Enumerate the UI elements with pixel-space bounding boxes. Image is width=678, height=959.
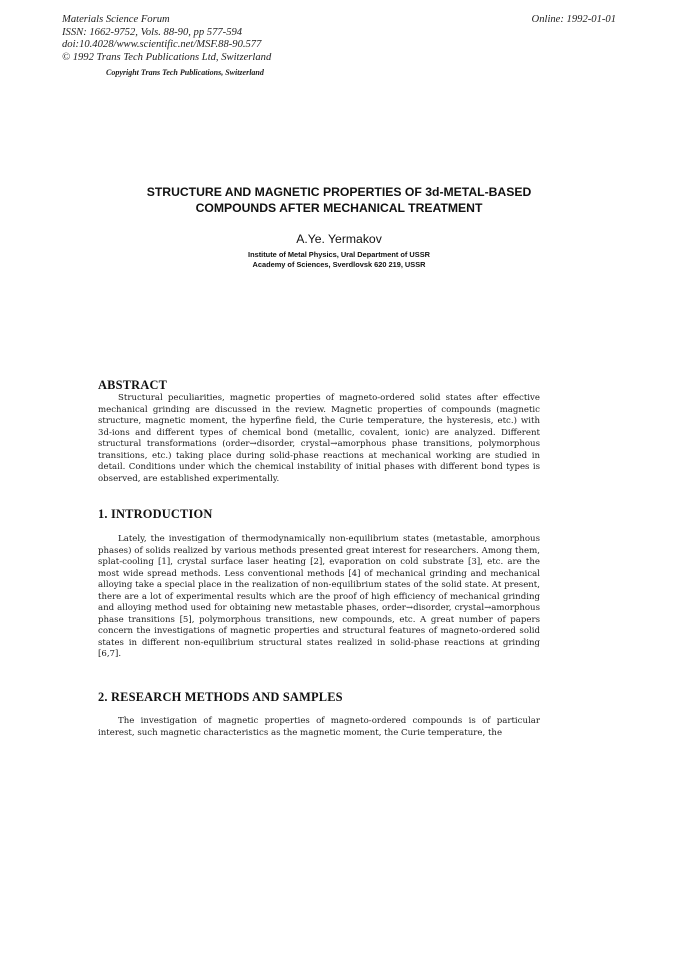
affiliation: [80, 250, 598, 270]
author-name: A.Ye. Yermakov: [296, 232, 382, 246]
journal-issn: ISSN: 1662-9752, Vols. 88-90, pp 577-594: [62, 26, 243, 38]
introduction-heading: 1. INTRODUCTION: [98, 507, 213, 521]
affiliation-line: Institute of Metal Physics, Ural Department of USSR: [248, 250, 430, 259]
methods-text: The investigation of magnetic properties of magneto-ordered compounds is of particular interest, such magnetic characteristics as the magnetic moment, the Curie temperature, the: [98, 716, 540, 738]
title-line: COMPOUNDS AFTER MECHANICAL TREATMENT: [195, 200, 483, 215]
introduction-text: Lately, the investigation of thermodynamically non-equilibrium states (metastable, amorphous phases) of solids realized by various methods presented great interest for researchers. Among them, splat-cooling [1], crystal surface laser heating [2], evaporation on cold substrate [3], etc. are the most wide spread methods. Less conventional methods [4] of mechanical grinding and mechanical alloying take a special place in the realization of non-equilibrium states of the solid state. At present, there are a lot of experimental results which are the proof of high efficiency of mechanical grinding and alloying method used for obtaining new metastable phases, order→disorder, crystal→amorphous phase transitions [5], polymorphous transitions, new compounds, etc. A great number of papers concern the investigations of magnetic properties and structural features of magneto-ordered solid states in different non-equilibrium structural states realized in solid-phase reactions at grinding [6,7].: [98, 534, 540, 659]
journal-copyright: © 1992 Trans Tech Publications Ltd, Switzerland: [62, 51, 272, 63]
abstract-heading: ABSTRACT: [98, 378, 168, 392]
online-date: Online: 1992-01-01: [531, 14, 616, 25]
journal-doi[interactable]: doi:10.4028/www.scientific.net/MSF.88-90.577: [62, 39, 262, 51]
title-line: STRUCTURE AND MAGNETIC PROPERTIES OF 3d-METAL-BASED: [146, 185, 532, 199]
affiliation-line: Academy of Sciences, Sverdlovsk 620 219, USSR: [252, 260, 426, 269]
abstract-text: Structural peculiarities, magnetic properties of magneto-ordered solid states after effective mechanical grinding are discussed in the review. Magnetic properties of compounds (magnetic structure, magnetic moment, the hyperfine field, the Curie temperature, the hysteresis, etc.) with 3d-ions and different types of chemical bond (metallic, covalent, ionic) are analyzed. Different structural transformations (order→disorder, crystal→amorphous phase transitions, polymorphous transitions, etc.) taking place during solid-phase reactions at mechanical working are studied in detail. Conditions under which the chemical instability of initial phases with different bond types is observed, are established experimentally.: [98, 393, 540, 484]
journal-info: [62, 14, 271, 64]
journal-name: Materials Science Forum: [62, 14, 170, 25]
paper-title: [80, 185, 598, 216]
methods-heading: 2. RESEARCH METHODS AND SAMPLES: [98, 690, 343, 704]
publisher-copyright: Copyright Trans Tech Publications, Switzerland: [106, 68, 264, 77]
